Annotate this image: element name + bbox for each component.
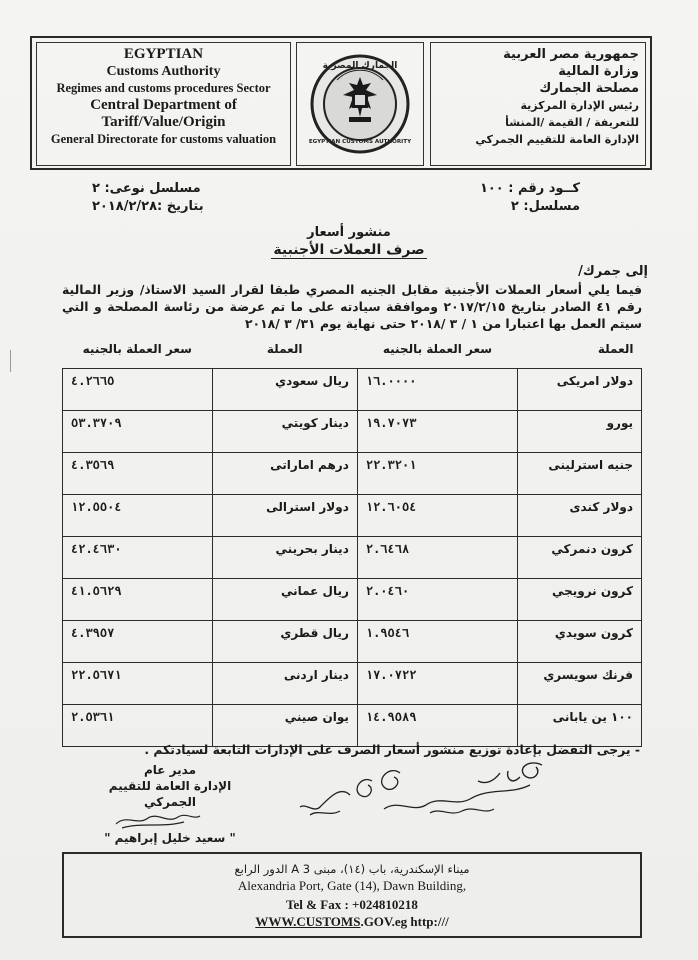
rate-value: ١٧.٠٧٢٢ xyxy=(357,663,517,705)
rate-value: ٤.٣٩٥٧ xyxy=(63,621,213,663)
currency-name: يورو xyxy=(518,411,642,453)
currency-name: كرون نرويجي xyxy=(518,579,642,621)
rate-value: ١٦.٠٠٠٠ xyxy=(357,369,517,411)
table-row xyxy=(63,621,642,663)
currency-name: دولار امريكى xyxy=(518,369,642,411)
en-line-5: Tariff/Value/Origin xyxy=(101,114,226,130)
rate-value: ١.٩٥٤٦ xyxy=(357,621,517,663)
title-underlined: صرف العملات الأجنبية xyxy=(273,242,425,258)
rate-value: ١٤.٩٥٨٩ xyxy=(357,705,517,747)
en-line-6: General Directorate for customs valuation xyxy=(50,132,277,146)
rate-value: ١٢.٦٠٥٤ xyxy=(357,495,517,537)
table-row xyxy=(63,411,642,453)
rate-value: ٤.٣٥٦٩ xyxy=(63,453,213,495)
letterhead-english xyxy=(36,42,291,166)
header-currency-2: العملة xyxy=(266,342,303,356)
currency-name: ريال عماني xyxy=(212,579,357,621)
table-row xyxy=(63,705,642,747)
table-row xyxy=(63,453,642,495)
currency-name: فرنك سويسري xyxy=(518,663,642,705)
intro-paragraph: فيما يلي أسعار العملات الأجنبية مقابل الجنيه المصري طبقا لقرار السيد الاستاذ/ وزير المالية رقم ٤١ الصادر بتاريخ ٢٠١٧/٢/١٥ وموافقة سيادته على ما تم عرضة من رئاسة المصلحة و التي سيتم العمل بها اعتبارا من ١ / ٣ /٢٠١٨ حتى نهاية يوم ٣١/ ٣ /٢٠١٨ xyxy=(62,282,642,331)
ar-line-6: الإدارة العامة للتقييم الجمركي xyxy=(475,133,639,146)
currency-name: درهم اماراتى xyxy=(212,453,357,495)
currency-name: يوان صيني xyxy=(212,705,357,747)
currency-name: كرون سويدي xyxy=(518,621,642,663)
table-row xyxy=(63,495,642,537)
ar-line-2: وزارة المالية xyxy=(558,64,639,79)
currency-name: دينار كويتي xyxy=(212,411,357,453)
currency-name: ريال سعودي xyxy=(212,369,357,411)
ar-line-1: جمهورية مصر العربية xyxy=(503,47,639,62)
footer-website xyxy=(64,914,640,930)
rate-value: ١٩.٧٠٧٣ xyxy=(357,411,517,453)
en-line-2: Customs Authority xyxy=(106,64,221,79)
exchange-rates-table xyxy=(62,342,642,747)
rate-value: ٢.٠٤٦٠ xyxy=(357,579,517,621)
logo-english-text: EGYPTIAN CUSTOMS AUTHORITY xyxy=(308,139,412,145)
letterhead-arabic xyxy=(430,42,646,166)
rate-value: ٢٢.٥٦٧١ xyxy=(63,663,213,705)
website-suffix: .GOV.eg http:/// xyxy=(360,914,449,929)
ar-line-3: مصلحة الجمارك xyxy=(539,81,639,96)
en-line-1: EGYPTIAN xyxy=(123,46,204,62)
currency-name: دينار اردنى xyxy=(212,663,357,705)
currency-name: دولار استرالى xyxy=(212,495,357,537)
serial-number: مسلسل: ٢ xyxy=(510,199,580,214)
rate-value: ٥٣.٣٧٠٩ xyxy=(63,411,213,453)
rate-value: ٤.٢٦٦٥ xyxy=(63,369,213,411)
currency-name: ريال قطري xyxy=(212,621,357,663)
footer-tel-fax: Tel & Fax : +024810218 xyxy=(286,897,418,912)
director-signature xyxy=(112,808,202,830)
rate-value: ٢٢.٣٢٠١ xyxy=(357,453,517,495)
en-line-4: Central Department of xyxy=(90,97,237,113)
en-line-3: Regimes and customs procedures Sector xyxy=(56,81,271,95)
header-rate-1: سعر العملة بالجنيه xyxy=(382,342,493,356)
footer-arabic-address: ميناء الإسكندرية، باب (١٤)، مبنى A 3 الدور الرابع xyxy=(234,862,470,876)
website-link[interactable]: WWW.CUSTOMS xyxy=(255,914,361,929)
signatory-name: " سعيد خليل إبراهيم " xyxy=(104,831,236,845)
handwritten-signatures xyxy=(280,755,560,825)
letterhead-frame xyxy=(30,36,652,170)
code-number: كــود رقم : ١٠٠ xyxy=(479,181,580,196)
table-row xyxy=(63,369,642,411)
rate-value: ٤٢.٤٦٣٠ xyxy=(63,537,213,579)
table-row xyxy=(63,537,642,579)
distribution-note: - يرجى التفضل بإعادة توزيع منشور أسعار الصرف على الإدارات التابعة لسيادتكم . xyxy=(144,742,640,757)
table-row xyxy=(63,663,642,705)
punch-mark xyxy=(10,350,21,372)
currency-name: كرون دنمركي xyxy=(518,537,642,579)
header-rate-2: سعر العملة بالجنيه xyxy=(82,342,192,356)
signatory-title: مدير عام xyxy=(143,763,196,777)
rate-value: ٢.٥٣٦١ xyxy=(63,705,213,747)
title-line-2 xyxy=(0,242,698,258)
signature-block xyxy=(100,762,240,846)
logo-arabic-text: الجمارك المصرية xyxy=(322,61,398,71)
rate-value: ١٢.٥٥٠٤ xyxy=(63,495,213,537)
title-line-1: منشور أسعار xyxy=(307,225,391,240)
greeting: إلى جمرك/ xyxy=(578,264,648,279)
table-row xyxy=(63,579,642,621)
footer-english-address: Alexandria Port, Gate (14), Dawn Building, xyxy=(237,878,467,893)
currency-name: دولار كندى xyxy=(518,495,642,537)
header-currency-1: العملة xyxy=(597,342,634,356)
table-header-row xyxy=(63,342,642,369)
logo-box xyxy=(296,42,424,166)
currency-name: جنيه استرلينى xyxy=(518,453,642,495)
ar-line-5: للتعريفة / القيمة /المنشأ xyxy=(505,116,639,129)
currency-name: ١٠٠ ين يابانى xyxy=(518,705,642,747)
signatory-department: الإدارة العامة للتقييم الجمركي xyxy=(108,779,232,809)
rate-value: ٢.٦٤٦٨ xyxy=(357,537,517,579)
customs-seal-logo xyxy=(297,43,423,165)
currency-name: دينار بحريني xyxy=(212,537,357,579)
ar-line-4: رئيس الإدارة المركزية xyxy=(520,99,639,112)
issue-date: بتاريخ :٢٠١٨/٢/٢٨ xyxy=(92,199,204,214)
type-serial: مسلسل نوعى: ٢ xyxy=(92,181,201,196)
footer-contact-box xyxy=(62,852,642,938)
rate-value: ٤١.٥٦٢٩ xyxy=(63,579,213,621)
